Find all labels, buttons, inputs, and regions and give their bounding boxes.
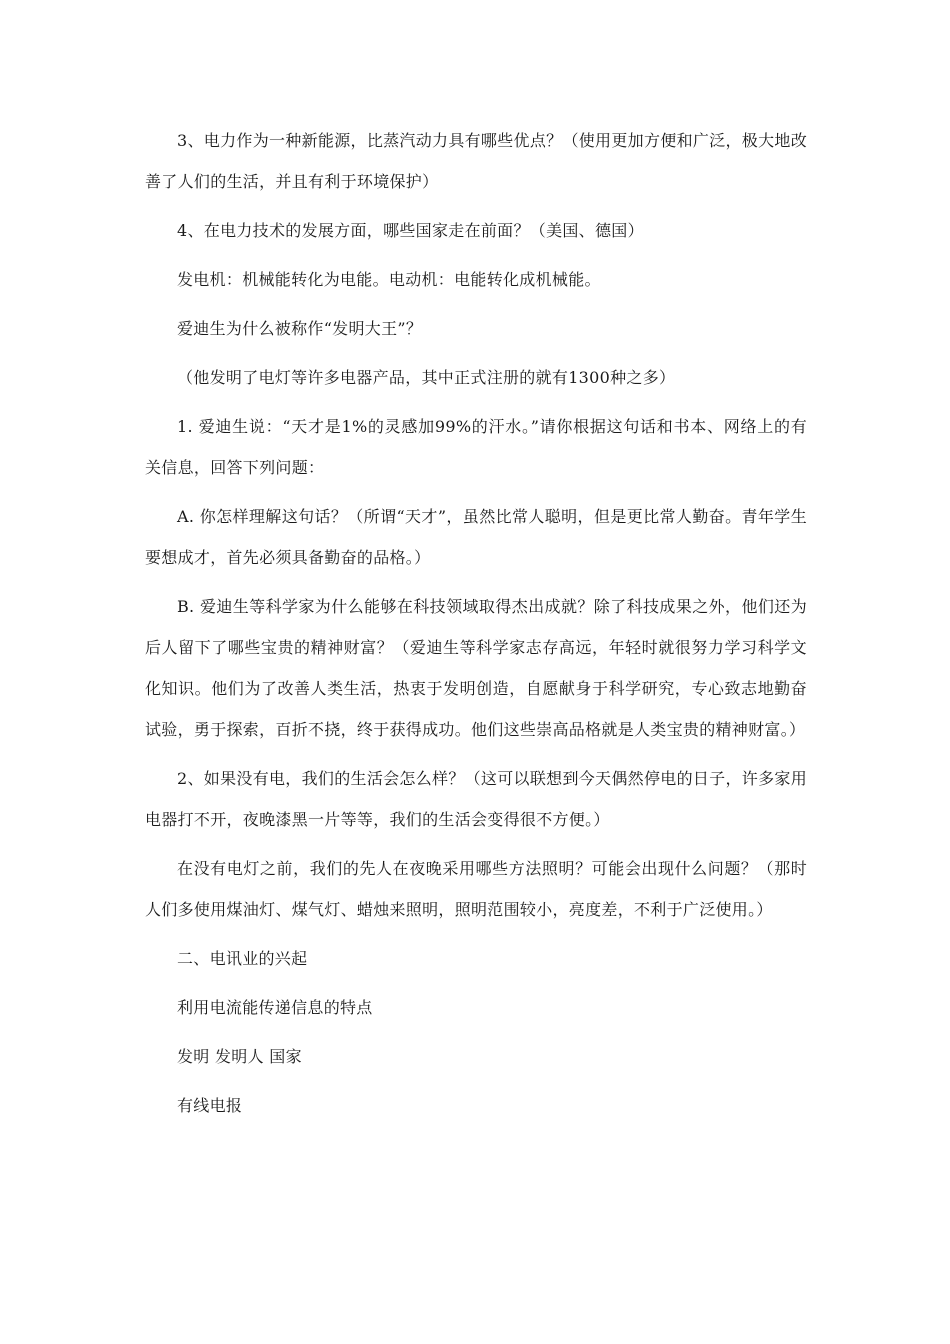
section-heading-telecom: 二、电讯业的兴起	[177, 949, 308, 968]
paragraph-wired-telegraph: 有线电报	[177, 1096, 243, 1115]
paragraph-before-electric-light: 在没有电灯之前，我们的先人在夜晚采用哪些方法照明？可能会出现什么问题？（那时人们多使用煤油灯、煤气灯、蜡烛来照明，照明范围较小，亮度差，不利于广泛使用。）	[145, 859, 807, 919]
paragraph-q2-no-electricity: 2、如果没有电，我们的生活会怎么样？（这可以联想到今天偶然停电的日子，许多家用电器打不开，夜晚漆黑一片等等，我们的生活会变得很不方便。）	[145, 769, 807, 829]
paragraph-edison-question: 爱迪生为什么被称作“发明大王”？	[177, 319, 423, 338]
paragraph-q4-leading-countries: 4、在电力技术的发展方面，哪些国家走在前面？（美国、德国）	[177, 221, 644, 240]
paragraph-edison-quote: 1. 爱迪生说：“天才是1%的灵感加99%的汗水。”请你根据这句话和书本、网络上的有关信息，回答下列问题：	[145, 417, 807, 477]
paragraph-table-header: 发明 发明人 国家	[177, 1047, 302, 1066]
paragraph-edison-answer: （他发明了电灯等许多电器产品，其中正式注册的就有1300种之多）	[177, 368, 676, 387]
paragraph-question-b: B. 爱迪生等科学家为什么能够在科技领域取得杰出成就？除了科技成果之外，他们还为后人留下了哪些宝贵的精神财富？（爱迪生等科学家志存高远，年轻时就很努力学习科学文化知识。他们为了改善人类生活，热衷于发明创造，自愿献身于科学研究，专心致志地勤奋试验，勇于探索，百折不挠，终于获得成功。他们这些崇高品格就是人类宝贵的精神财富。）	[145, 597, 807, 739]
paragraph-current-info: 利用电流能传递信息的特点	[177, 998, 373, 1017]
paragraph-generator-motor: 发电机：机械能转化为电能。电动机：电能转化成机械能。	[177, 270, 601, 289]
paragraph-question-a: A. 你怎样理解这句话？（所谓“天才”，虽然比常人聪明，但是更比常人勤奋。青年学生要想成才，首先必须具备勤奋的品格。）	[145, 507, 807, 567]
paragraph-q3-power-advantages: 3、电力作为一种新能源，比蒸汽动力具有哪些优点？（使用更加方便和广泛，极大地改善了人们的生活，并且有利于环境保护）	[145, 131, 807, 191]
document-body	[145, 120, 807, 1134]
